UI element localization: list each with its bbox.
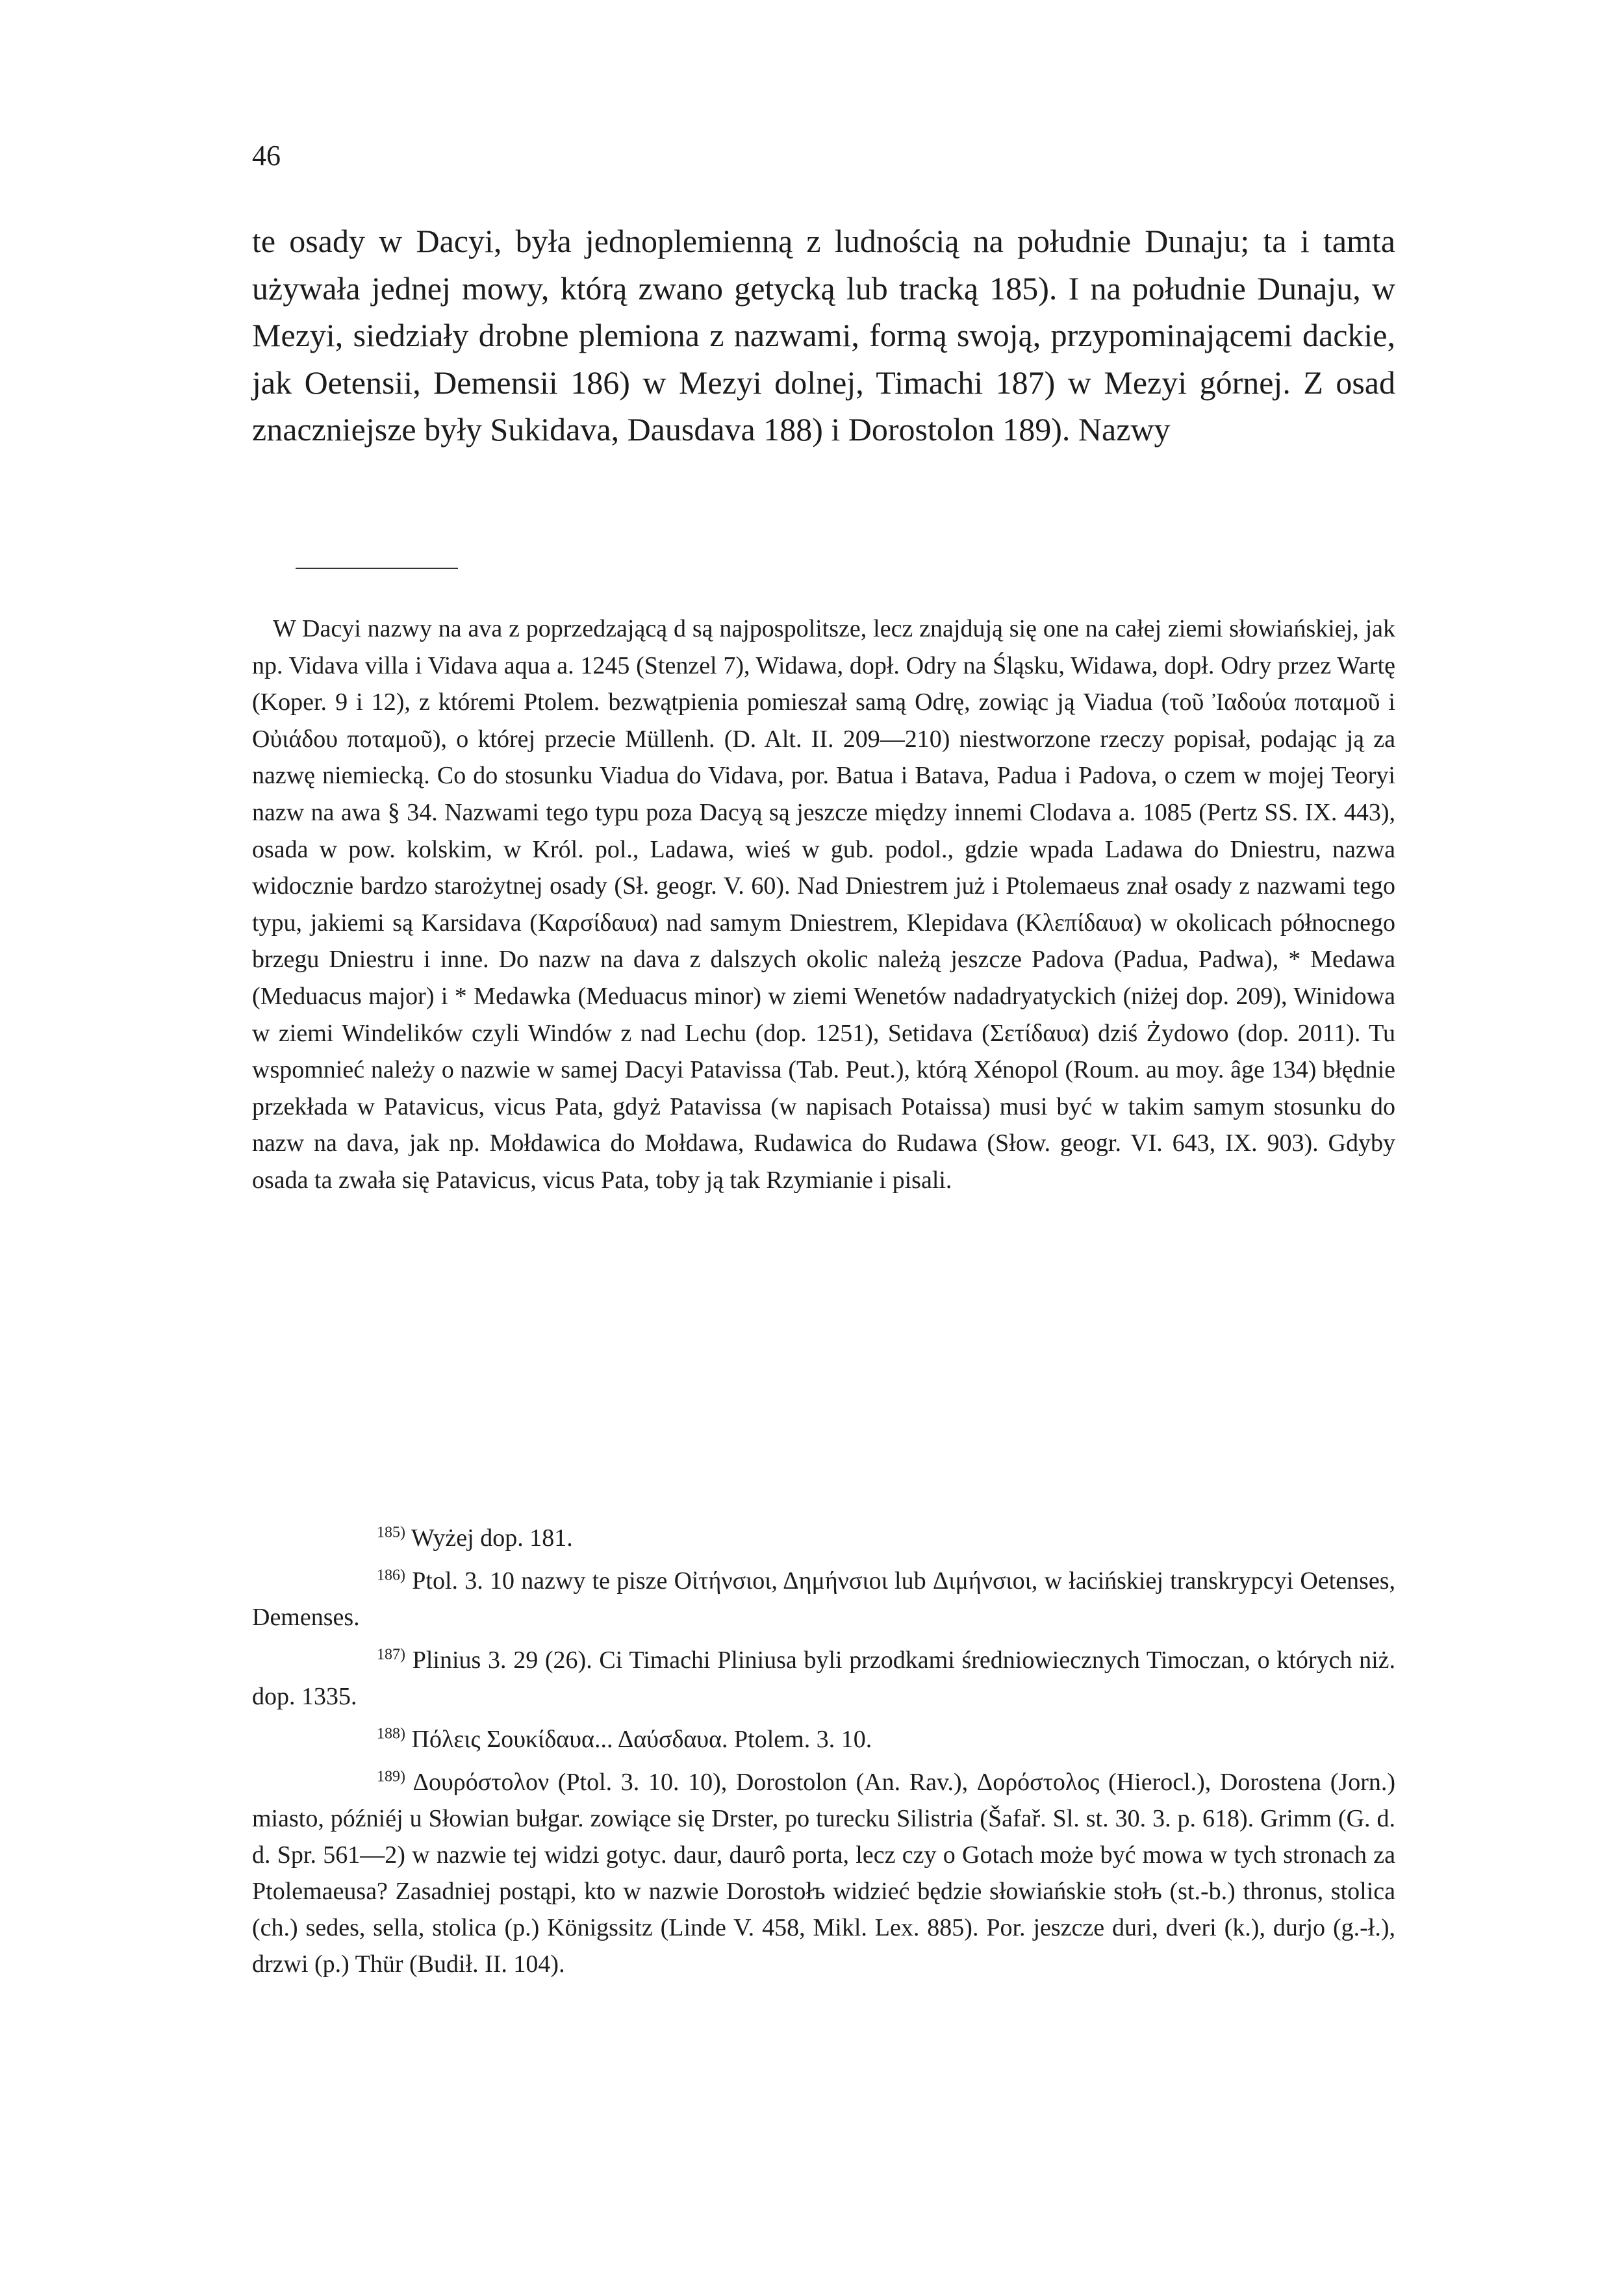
footnote-marker: 189) <box>377 1768 405 1785</box>
page-number: 46 <box>252 140 281 171</box>
footnote-text: Wyżej dop. 181. <box>411 1524 573 1552</box>
footnote-text: Δουρόστολον (Ptol. 3. 10. 10), Dorostolon (An. Rav.), Δορόστολος (Hierocl.), Dorostena (Jorn.) miasto, późniéj u Słowian bułgar. zowiące się Drster, po turecku Silistria (Šafař. Sl. st. 30. 3. p. 618). Grimm (G. d. d. Spr. 561—2) w nazwie tej widzi gotyc. daur, daurô porta, lecz czy o Gotach może być mowa w tych stronach za Ptolemaeusa? Zasadniej postąpi, kto w nazwie Dorostołъ widzieć będzie słowiańskie stołъ (st.-b.) thronus, stolica (ch.) sedes, sella, stolica (p.) Königssitz (Linde V. 458, Mikl. Lex. 885). Por. jeszcze duri, dveri (k.), durjo (g.-ł.), drzwi (p.) Thür (Budił. II. 104). <box>252 1769 1395 1978</box>
footnote-marker: 185) <box>377 1524 405 1541</box>
footnote-text: Πόλεις Σουκίδαυα... Δαύσδαυα. Ptolem. 3. 10. <box>411 1726 872 1753</box>
footnotes <box>252 1520 1395 1989</box>
footnote-text: Ptol. 3. 10 nazwy te pisze Οἰτήνσιοι, Δημήνσιοι lub Διμήνσιοι, w łacińskiej transkrypcyi Oetenses, Demenses. <box>252 1567 1395 1631</box>
footnote-188 <box>252 1721 1395 1758</box>
footnote-marker: 187) <box>377 1646 405 1663</box>
main-paragraph: te osady w Dacyi, była jednoplemienną z ludnością na południe Dunaju; ta i tamta używała jednej mowy, którą zwano getycką lub tracką 185). I na południe Dunaju, w Mezyi, siedziały drobne plemiona z nazwami, formą swoją, przypominającemi dackie, jak Oetensii, Demensii 186) w Mezyi dolnej, Timachi 187) w Mezyi górnej. Z osad znaczniejsze były Sukidava, Dausdava 188) i Dorostolon 189). Nazwy <box>252 223 1395 448</box>
main-text <box>252 218 1395 453</box>
footnote-186 <box>252 1563 1395 1635</box>
footnote-paragraph: W Dacyi nazwy na ava z poprzedzającą d są najpospolitsze, lecz znajdują się one na całej ziemi słowiańskiej, jak np. Vidava villa i Vidava aqua a. 1245 (Stenzel 7), Widawa, dopł. Odry na Śląsku, Widawa, dopł. Odry przez Wartę (Koper. 9 i 12), z któremi Ptolem. bezwątpienia pomieszał samą Odrę, zowiąc ją Viadua (τοῦ Ἰαδούα ποταμοῦ i Οὐιάδου ποταμοῦ), o której przecie Müllenh. (D. Alt. II. 209—210) niestworzone rzeczy popisał, podając ją za nazwę niemiecką. Co do stosunku Viadua do Vidava, por. Batua i Batava, Padua i Padova, o czem w mojej Teoryi nazw na awa § 34. Nazwami tego typu poza Dacyą są jeszcze między innemi Clodava a. 1085 (Pertz SS. IX. 443), osada w pow. kolskim, w Król. pol., Ladawa, wieś w gub. podol., gdzie wpada Ladawa do Dniestru, nazwa widocznie bardzo starożytnej osady (Sł. geogr. V. 60). Nad Dniestrem już i Ptolemaeus znał osady z nazwami tego typu, jakiemi są Karsidava (Καρσίδαυα) nad samym Dniestrem, Klepidava (Κλεπίδαυα) w okolicach północnego brzegu Dniestru i inne. Do nazw na dava z dalszych okolic należą jeszcze Padova (Padua, Padwa), * Medawa (Meduacus major) i * Medawka (Meduacus minor) w ziemi Wenetów nadadryatyckich (niżej dop. 209), Winidowa w ziemi Windelików czyli Windów z nad Lechu (dop. 1251), Setidava (Σετίδαυα) dziś Żydowo (dop. 2011). Tu wspomnieć należy o nazwie w samej Dacyi Patavissa (Tab. Peut.), którą Xénopol (Roum. au moy. âge 134) błędnie przekłada w Patavicus, vicus Pata, gdyż Patavissa (w napisach Potaissa) musi być w takim samym stosunku do nazw na dava, jak np. Mołdawica do Mołdawa, Rudawica do Rudawa (Słow. geogr. VI. 643, IX. 903). Gdyby osada ta zwała się Patavicus, vicus Pata, toby ją tak Rzymianie i pisali. <box>252 615 1395 1194</box>
footnote-text: Plinius 3. 29 (26). Ci Timachi Pliniusa byli przodkami średniowiecznych Timoczan, o których niż. dop. 1335. <box>252 1646 1396 1710</box>
footnote-187 <box>252 1642 1395 1715</box>
footnote-marker: 186) <box>377 1567 405 1584</box>
footnote-separator <box>296 568 458 569</box>
footnote-continuation <box>252 611 1395 1199</box>
footnote-marker: 188) <box>377 1725 405 1743</box>
footnote-189 <box>252 1764 1395 1982</box>
footnote-185 <box>252 1520 1395 1556</box>
